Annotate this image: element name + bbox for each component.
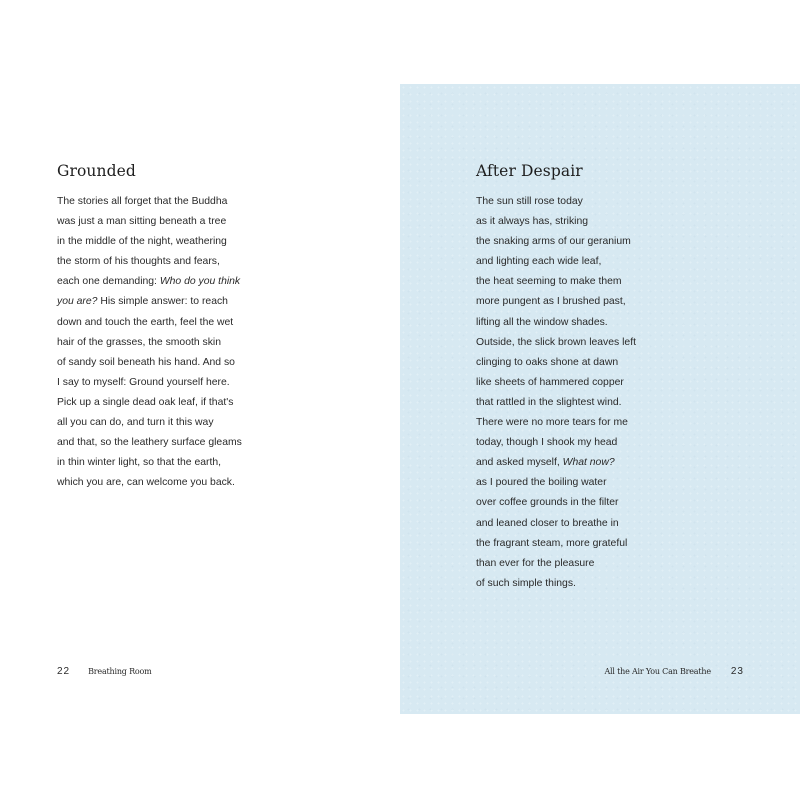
line-text: than ever for the pleasure	[476, 557, 595, 569]
poem-line	[57, 353, 242, 373]
line-text: and that, so the leathery surface gleams	[57, 437, 242, 449]
poem-line	[476, 453, 636, 473]
line-text: today, though I shook my head	[476, 437, 618, 449]
line-text: the snaking arms of our geranium	[476, 236, 631, 248]
poem-line	[476, 192, 636, 212]
page-number: 23	[730, 666, 744, 677]
page-number: 22	[57, 666, 71, 677]
line-text: like sheets of hammered copper	[476, 376, 624, 388]
line-text: which you are, can welcome you back.	[57, 477, 235, 489]
line-text: down and touch the earth, feel the wet	[57, 316, 234, 328]
poem-title-after-despair: After Despair	[476, 162, 583, 180]
line-text: as it always has, striking	[476, 216, 589, 228]
poem-line	[476, 373, 636, 393]
line-text: in thin winter light, so that the earth,	[57, 457, 222, 469]
poem-line	[476, 514, 636, 534]
line-text: and asked myself,	[476, 457, 563, 469]
line-text: and lighting each wide leaf,	[476, 256, 602, 268]
poem-line	[57, 453, 242, 473]
line-text: the heat seeming to make them	[476, 276, 622, 288]
line-text: I say to myself: Ground yourself here.	[57, 376, 230, 388]
poem-line	[476, 232, 636, 252]
poem-line	[476, 272, 636, 292]
poem-line	[57, 413, 242, 433]
poem-line	[476, 252, 636, 272]
poem-line	[476, 313, 636, 333]
poem-line	[57, 292, 242, 312]
line-text: lifting all the window shades.	[476, 316, 608, 328]
line-text: in the middle of the night, weathering	[57, 236, 227, 248]
line-text: and leaned closer to breathe in	[476, 517, 619, 529]
italic-text: you are?	[57, 296, 98, 308]
poem-line	[476, 473, 636, 493]
line-text: was just a man sitting beneath a tree	[57, 216, 227, 228]
line-text: the storm of his thoughts and fears,	[57, 256, 220, 268]
poem-line	[57, 272, 242, 292]
running-title: Breathing Room	[88, 667, 152, 676]
poem-line	[476, 212, 636, 232]
poem-body-grounded	[57, 192, 242, 493]
line-text: over coffee grounds in the filter	[476, 497, 619, 509]
poem-title-grounded: Grounded	[57, 162, 136, 180]
poem-line	[57, 433, 242, 453]
poem-line	[476, 433, 636, 453]
poem-line	[57, 373, 242, 393]
poem-line	[476, 393, 636, 413]
left-page	[0, 84, 400, 714]
poem-line	[57, 473, 242, 493]
left-folio	[57, 666, 152, 677]
line-text: There were no more tears for me	[476, 417, 628, 429]
line-text: each one demanding:	[57, 276, 160, 288]
line-text: of such simple things.	[476, 577, 576, 589]
poem-line	[57, 393, 242, 413]
line-text: Outside, the slick brown leaves left	[476, 336, 636, 348]
poem-line	[57, 333, 242, 353]
line-text: more pungent as I brushed past,	[476, 296, 626, 308]
poem-line	[57, 212, 242, 232]
poem-line	[476, 534, 636, 554]
line-text: clinging to oaks shone at dawn	[476, 356, 619, 368]
line-text: Pick up a single dead oak leaf, if that's	[57, 396, 234, 408]
running-title: All the Air You Can Breathe	[604, 667, 711, 676]
poem-line	[57, 313, 242, 333]
poem-line	[57, 252, 242, 272]
italic-text: What now?	[562, 457, 615, 469]
line-text: all you can do, and turn it this way	[57, 417, 214, 429]
line-text: of sandy soil beneath his hand. And so	[57, 356, 235, 368]
poem-line	[476, 493, 636, 513]
poem-line	[476, 554, 636, 574]
line-text: The sun still rose today	[476, 196, 583, 207]
line-text: hair of the grasses, the smooth skin	[57, 336, 222, 348]
italic-text: Who do you think	[159, 276, 241, 288]
poem-line	[476, 413, 636, 433]
poem-line	[476, 292, 636, 312]
line-text: the fragrant steam, more grateful	[476, 537, 628, 549]
right-page	[400, 84, 800, 714]
poem-line	[57, 232, 242, 252]
line-text: His simple answer: to reach	[97, 296, 228, 308]
poem-line	[57, 192, 242, 212]
poem-line	[476, 574, 636, 594]
line-text: that rattled in the slightest wind.	[476, 396, 622, 408]
poem-line	[476, 353, 636, 373]
poem-line	[476, 333, 636, 353]
poem-body-after-despair	[476, 192, 636, 594]
right-folio	[604, 666, 744, 677]
line-text: The stories all forget that the Buddha	[57, 196, 228, 207]
line-text: as I poured the boiling water	[476, 477, 607, 489]
